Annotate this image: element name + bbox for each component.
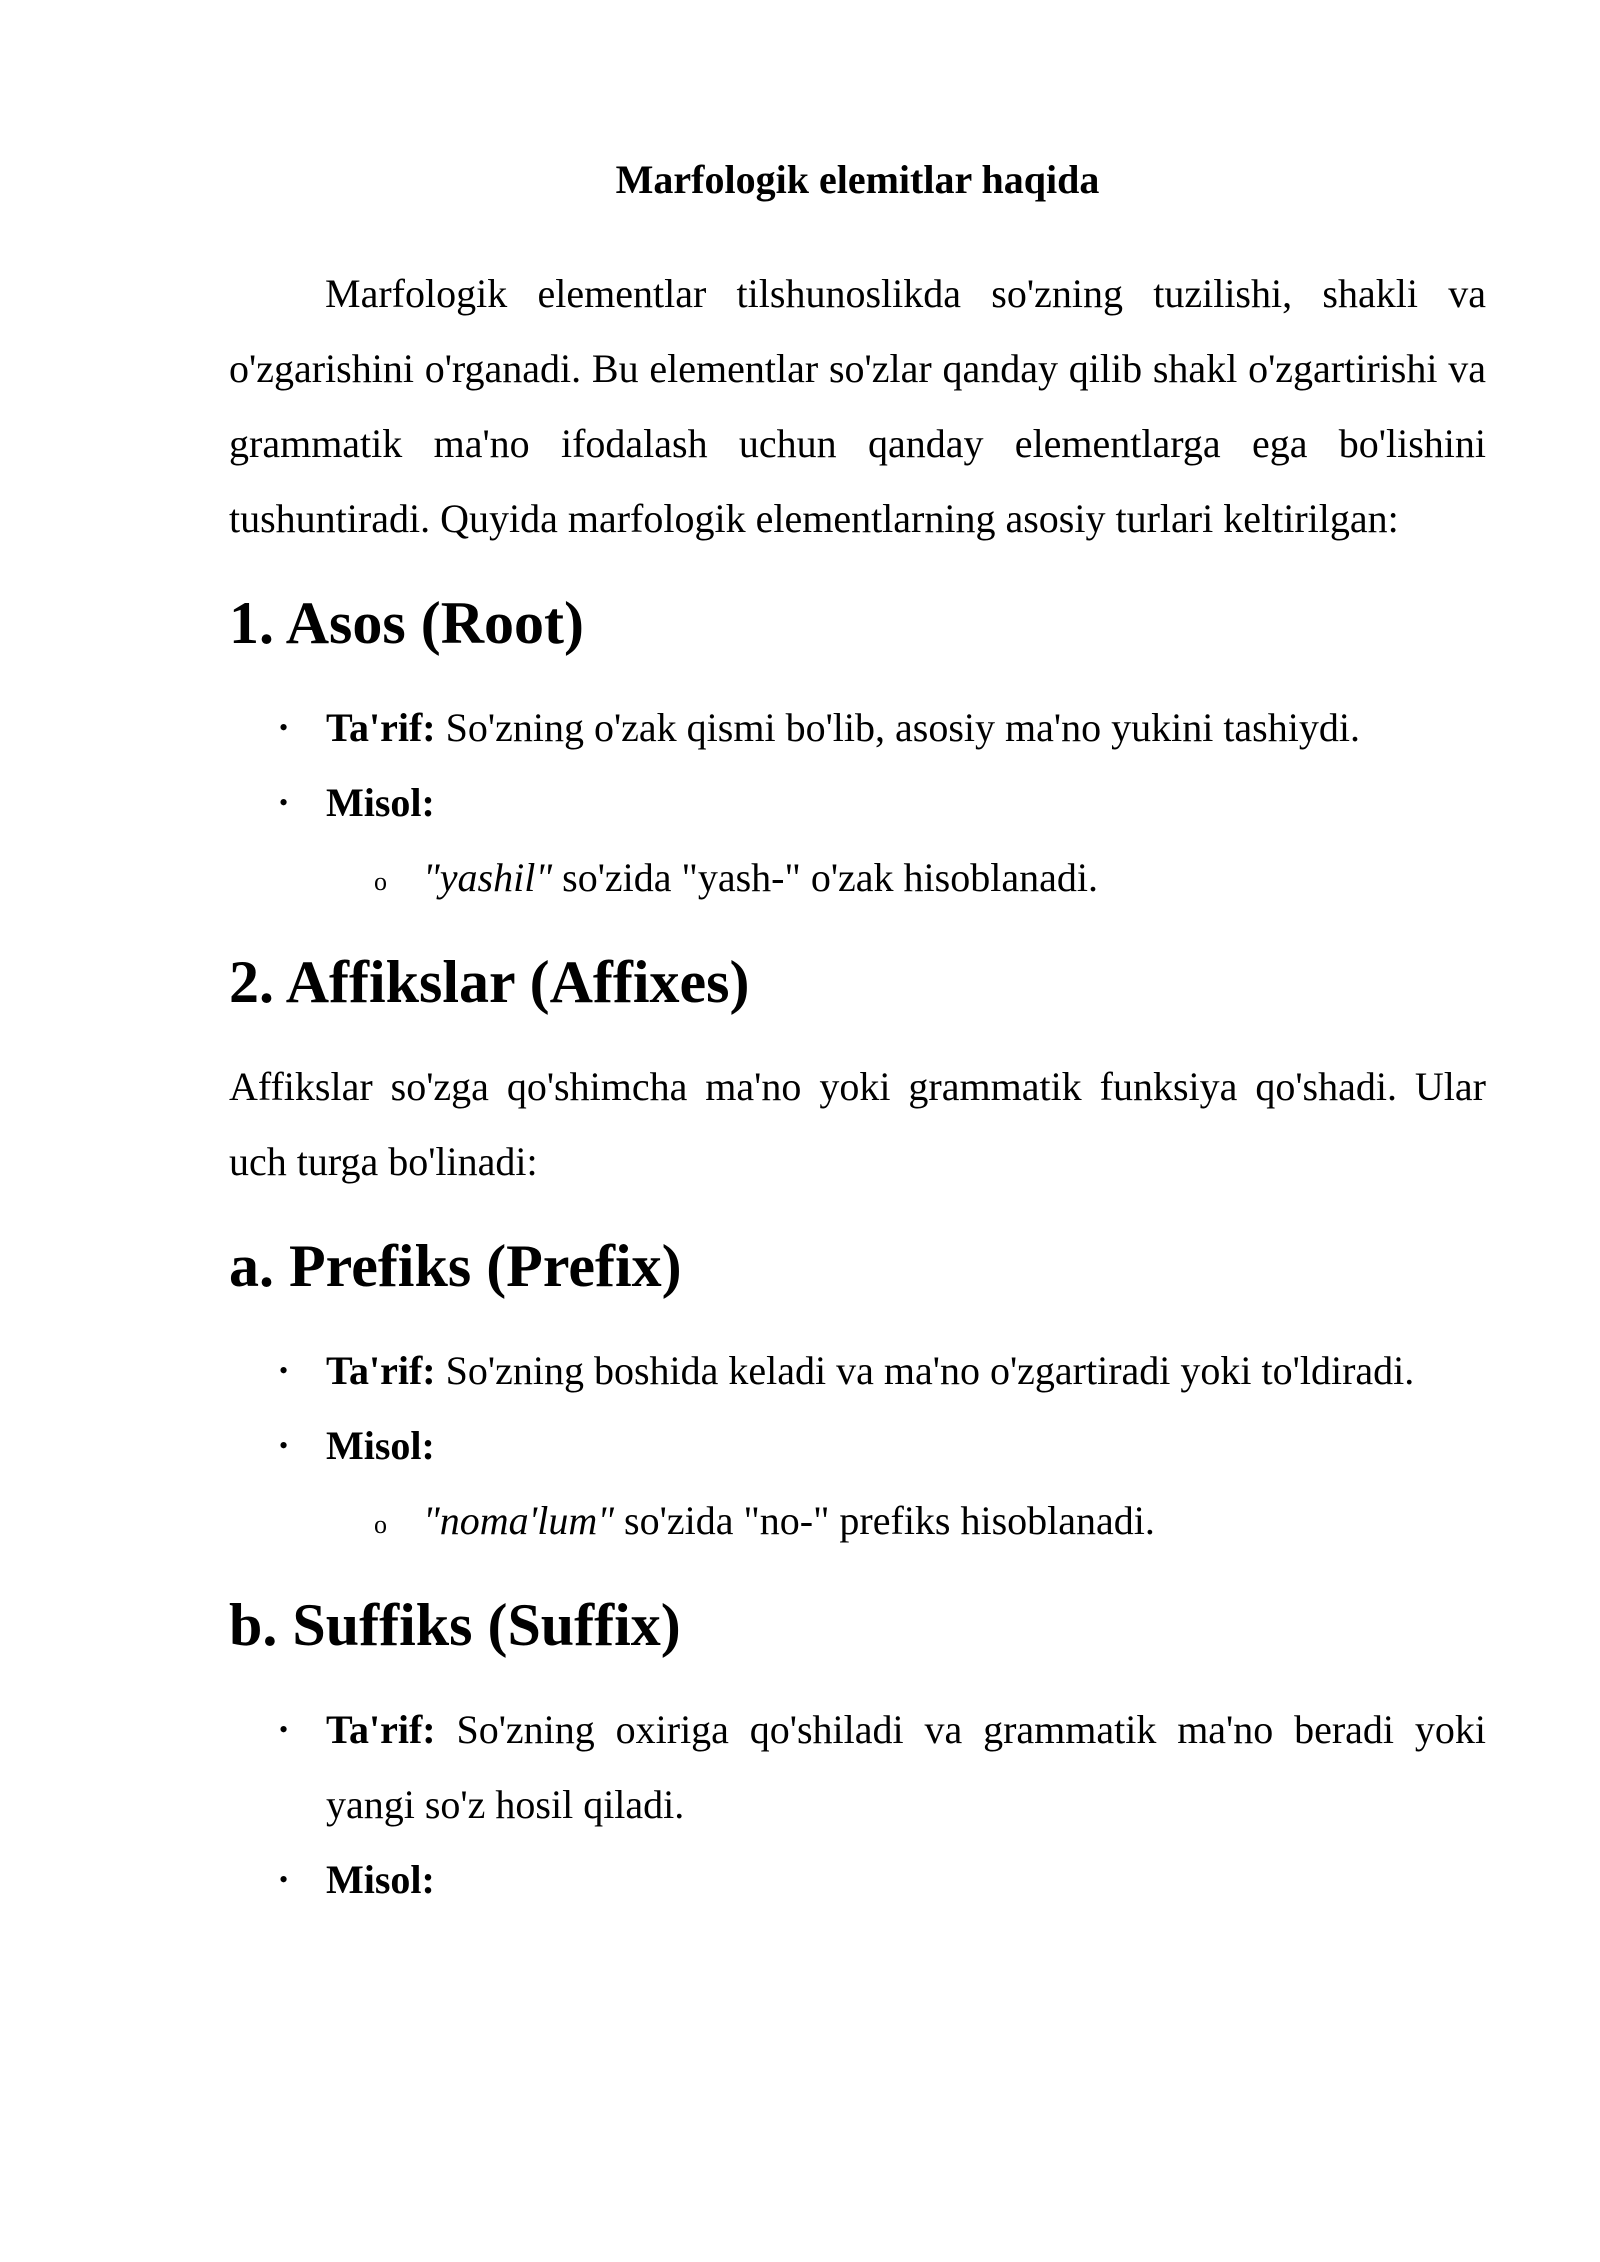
tarif-text: So'zning o'zak qismi bo'lib, asosiy ma'no yukini tashiydi. — [435, 705, 1360, 750]
asos-example-list — [229, 840, 1486, 915]
section-heading-affikslar: 2. Affikslar (Affixes) — [229, 949, 750, 1015]
circle-bullet-icon: o — [374, 1510, 387, 1539]
list-item — [229, 1333, 1486, 1408]
asos-list — [229, 690, 1486, 840]
tarif-label: Ta'rif: — [326, 705, 436, 750]
example-text: so'zida "no-" prefiks hisoblanadi. — [614, 1498, 1155, 1543]
prefiks-list — [229, 1333, 1486, 1483]
bullet-icon: • — [279, 1431, 289, 1460]
misol-label: Misol: — [326, 1857, 435, 1902]
misol-label: Misol: — [326, 780, 435, 825]
list-item — [229, 765, 1486, 840]
bullet-icon: • — [279, 1715, 289, 1744]
tarif-text: So'zning oxiriga qo'shiladi va grammatik ma'no beradi yoki yangi so'z hosil qiladi. — [326, 1707, 1486, 1827]
affikslar-paragraph: Affikslar so'zga qo'shimcha ma'no yoki grammatik funksiya qo'shadi. Ular uch turga bo'linadi: — [229, 1064, 1486, 1184]
tarif-label: Ta'rif: — [326, 1707, 436, 1752]
bullet-icon: • — [279, 713, 289, 742]
example-word: "yashil" — [423, 855, 553, 900]
document-page — [229, 150, 1486, 1917]
suffiks-list — [229, 1692, 1486, 1917]
list-item — [229, 1483, 1486, 1558]
section-heading-asos: 1. Asos (Root) — [229, 590, 584, 656]
section-heading-suffiks: b. Suffiks (Suffix) — [229, 1592, 681, 1658]
bullet-icon: • — [279, 788, 289, 817]
list-item — [229, 1692, 1486, 1842]
circle-bullet-icon: o — [374, 867, 387, 896]
section-heading-prefiks: a. Prefiks (Prefix) — [229, 1233, 682, 1299]
document-title: Marfologik elemitlar haqida — [615, 157, 1100, 202]
list-item — [229, 1408, 1486, 1483]
bullet-icon: • — [279, 1865, 289, 1894]
misol-label: Misol: — [326, 1423, 435, 1468]
list-item — [229, 1842, 1486, 1917]
tarif-label: Ta'rif: — [326, 1348, 436, 1393]
example-word: "noma'lum" — [423, 1498, 615, 1543]
bullet-icon: • — [279, 1356, 289, 1385]
intro-paragraph: Marfologik elementlar tilshunoslikda so'zning tuzilishi, shakli va o'zgarishini o'rganadi. Bu elementlar so'zlar qanday qilib shakl o'zgartirishi va grammatik ma'no ifodalash uchun qanday elementlarga ega bo'lishini tushuntiradi. Quyida marfologik elementlarning asosiy turlari keltirilgan: — [229, 271, 1486, 541]
example-text: so'zida "yash-" o'zak hisoblanadi. — [552, 855, 1098, 900]
list-item — [229, 690, 1486, 765]
list-item — [229, 840, 1486, 915]
prefiks-example-list — [229, 1483, 1486, 1558]
tarif-text: So'zning boshida keladi va ma'no o'zgartiradi yoki to'ldiradi. — [435, 1348, 1415, 1393]
